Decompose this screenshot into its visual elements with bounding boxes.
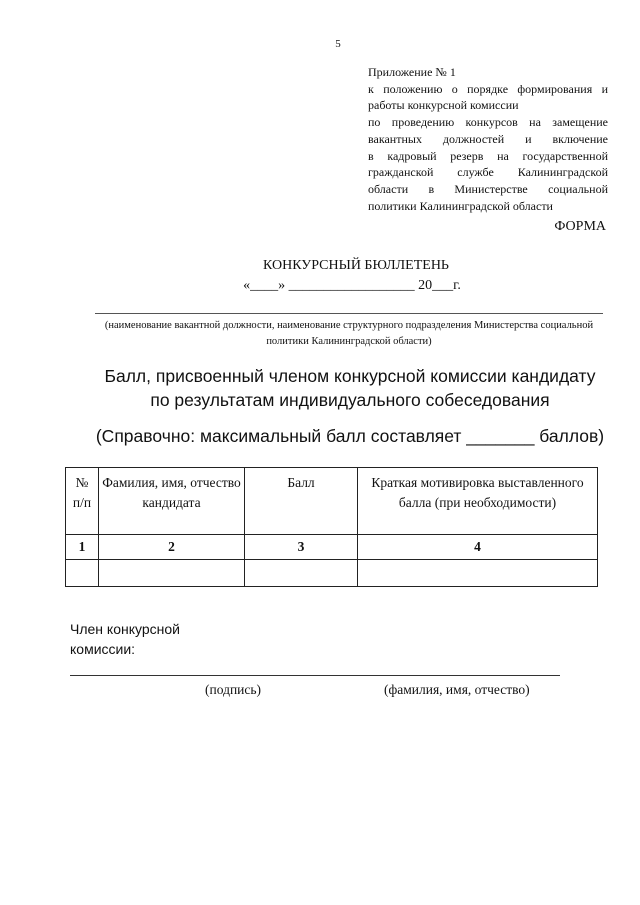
score-table (65, 467, 598, 587)
appendix-line: к положению о порядке формирования и (368, 81, 608, 96)
bulletin-title: КОНКУРСНЫЙ БЮЛЛЕТЕНЬ (263, 258, 449, 273)
max-score-reference: (Справочно: максимальный балл составляет _______ баллов) (95, 426, 605, 446)
appendix-line: гражданской службе Калининградской (368, 165, 608, 180)
table-cell (245, 560, 358, 587)
header-motivation: Краткая мотивировка выставленного балла (при необходимости) (358, 468, 598, 535)
column-number: 2 (99, 535, 245, 560)
full-name-caption: (фамилия, имя, отчество) (384, 682, 530, 697)
appendix-block (368, 64, 608, 214)
page-number: 5 (335, 38, 341, 50)
appendix-line: работы конкурсной комиссии (368, 98, 519, 113)
header-candidate-name: Фамилия, имя, отчество кандидата (99, 468, 245, 535)
column-number: 1 (66, 535, 99, 560)
signature-caption: (подпись) (205, 682, 262, 697)
appendix-line: по проведению конкурсов на замещение (368, 115, 608, 130)
header-score: Балл (245, 468, 358, 535)
table-row (66, 560, 598, 587)
appendix-line: области в Министерстве социальной (368, 181, 608, 196)
score-heading-line: Балл, присвоенный членом конкурсной комиссии кандидату (104, 366, 596, 386)
signature-line (70, 675, 560, 676)
commission-member-label: Член конкурсной комиссии: (70, 621, 180, 657)
position-fill-line (95, 313, 603, 314)
column-number: 3 (245, 535, 358, 560)
column-number: 4 (358, 535, 598, 560)
form-label: ФОРМА (554, 219, 606, 234)
appendix-line: в кадровый резерв на государственной (368, 148, 608, 163)
score-heading (70, 364, 630, 412)
table-header-row (66, 468, 598, 535)
position-caption: (наименование вакантной должности, наименование структурного подразделения Министерства социальной политики Калининградской области) (104, 320, 594, 347)
header-number: № п/п (66, 468, 99, 535)
appendix-line: вакантных должностей и включение (368, 131, 608, 146)
score-heading-line: по результатам индивидуального собеседования (150, 390, 550, 410)
bulletin-date-line: «____» __________________ 20___г. (243, 278, 461, 293)
table-cell (66, 560, 99, 587)
appendix-line: Приложение № 1 (368, 65, 456, 79)
appendix-line: политики Калининградской области (368, 198, 553, 213)
table-column-numbers-row (66, 535, 598, 560)
table-cell (358, 560, 598, 587)
table-cell (99, 560, 245, 587)
